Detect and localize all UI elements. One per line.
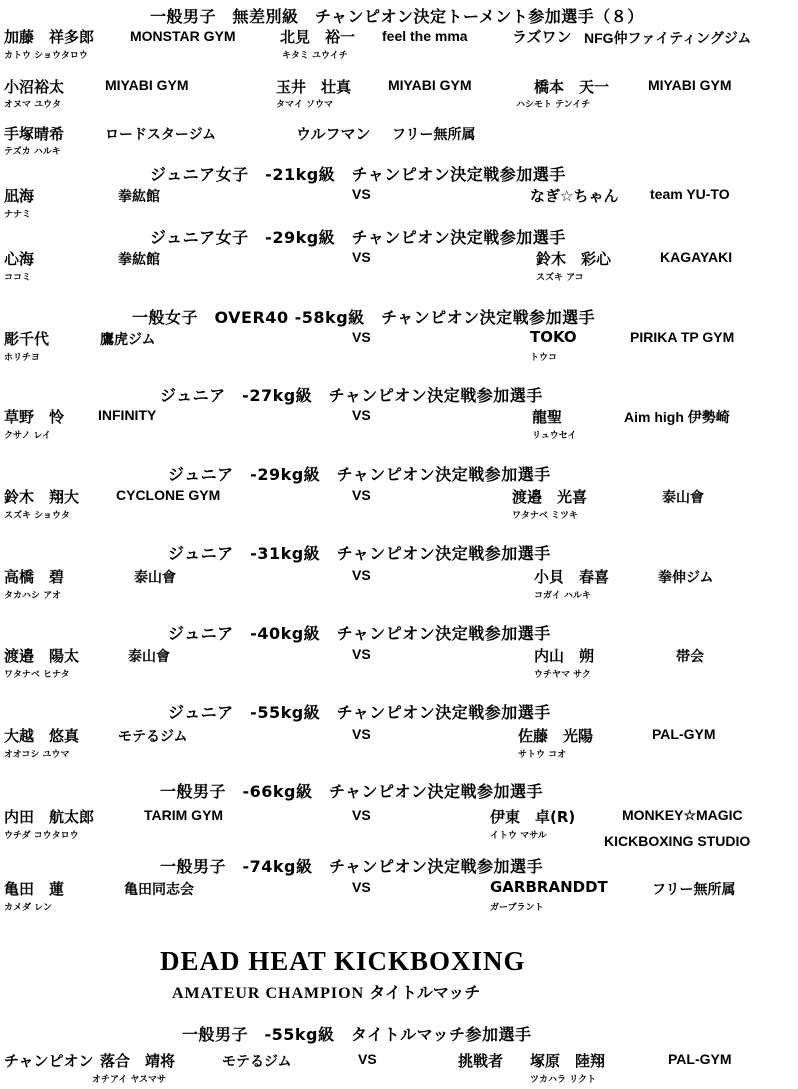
bout-header: 一般男子 -74kg級 チャンピオン決定戦参加選手	[160, 857, 544, 876]
right-fighter-gym: KAGAYAKI	[660, 249, 733, 265]
right-fighter-name: 鈴木 彩心	[536, 250, 612, 268]
right-fighter-name: TOKO	[530, 328, 577, 346]
fighter-name: 北見 裕一	[280, 28, 356, 46]
left-fighter-kana: タカハシ アオ	[4, 591, 62, 601]
bout-header: ジュニア -40kg級 チャンピオン決定戦参加選手	[168, 624, 551, 643]
challenger-kana: ツカハラ リクト	[530, 1075, 596, 1085]
left-fighter-name: 心海	[4, 250, 35, 268]
left-fighter-gym: 拳紘館	[118, 188, 160, 204]
right-fighter-kana: ガーブラント	[490, 903, 544, 913]
vs-label: VS	[352, 807, 371, 823]
right-fighter-kana: イトウ マサル	[490, 831, 547, 841]
fighter-kana: キタミ ユウイチ	[282, 51, 348, 61]
left-fighter-kana: ワタナベ ヒナタ	[4, 670, 70, 680]
fighter-name: 玉井 壮真	[276, 78, 352, 96]
right-fighter-gym: フリー無所属	[652, 881, 736, 897]
bout-header: ジュニア -27kg級 チャンピオン決定戦参加選手	[160, 386, 543, 405]
fighter-name: ラズワン	[512, 28, 572, 46]
bout-header: 一般男子 -66kg級 チャンピオン決定戦参加選手	[160, 782, 544, 801]
vs-label: VS	[352, 329, 371, 345]
champion-name: 落合 靖将	[100, 1052, 176, 1070]
vs-label: VS	[352, 186, 371, 202]
left-fighter-gym: INFINITY	[98, 407, 157, 423]
left-fighter-kana: ホリチヨ	[4, 353, 40, 363]
vs-label: VS	[352, 487, 371, 503]
right-fighter-kana: ウチヤマ サク	[534, 670, 591, 680]
vs-label: VS	[352, 879, 371, 895]
challenger-label: 挑戦者	[458, 1052, 504, 1070]
right-fighter-kana: ワタナベ ミツキ	[512, 511, 579, 521]
left-fighter-kana: ウチダ コウタロウ	[4, 831, 79, 841]
fighter-kana: カトウ ショウタロウ	[4, 51, 88, 61]
right-fighter-kana: コガイ ハルキ	[534, 591, 591, 601]
left-fighter-name: 大越 悠真	[4, 727, 80, 745]
champion-kana: オチアイ ヤスマサ	[92, 1075, 166, 1085]
fighter-gym: MIYABI GYM	[388, 77, 472, 93]
left-fighter-name: 凪海	[4, 187, 35, 205]
left-fighter-gym: 亀田同志会	[124, 881, 194, 897]
left-fighter-name: 草野 怜	[4, 408, 65, 426]
fighter-gym: NFG仲ファイティングジム	[584, 30, 752, 46]
vs-label: VS	[352, 249, 371, 265]
bout-header: ジュニア女子 -29kg級 チャンピオン決定戦参加選手	[150, 228, 566, 247]
left-fighter-kana: カメダ レン	[4, 903, 52, 913]
vs-label: VS	[352, 567, 371, 583]
fighter-name: ウルフマン	[296, 125, 371, 143]
left-fighter-kana: クサノ レイ	[4, 431, 52, 441]
title-match-header: 一般男子 -55kg級 タイトルマッチ参加選手	[182, 1025, 532, 1044]
right-fighter-kana: リュウセイ	[532, 431, 577, 441]
fighter-kana: タマイ ソウマ	[276, 100, 333, 110]
bout-header: ジュニア -55kg級 チャンピオン決定戦参加選手	[168, 703, 551, 722]
left-fighter-kana: ココミ	[4, 273, 32, 283]
bout-header: ジュニア女子 -21kg級 チャンピオン決定戦参加選手	[150, 165, 566, 184]
left-fighter-gym: CYCLONE GYM	[116, 487, 221, 503]
challenger-name: 塚原 陸翔	[530, 1052, 606, 1070]
right-fighter-gym: 泰山會	[662, 489, 704, 505]
vs-label: VS	[352, 646, 371, 662]
left-fighter-name: 彫千代	[4, 330, 50, 348]
bout-header: ジュニア -31kg級 チャンピオン決定戦参加選手	[168, 544, 551, 563]
right-fighter-name: なぎ☆ちゃん	[530, 187, 619, 205]
right-fighter-name: 内山 朔	[534, 647, 595, 665]
event-subtitle-en: AMATEUR CHAMPION	[172, 985, 365, 1002]
fighter-gym: MIYABI GYM	[648, 77, 732, 93]
left-fighter-name: 鈴木 翔大	[4, 488, 80, 506]
left-fighter-gym: TARIM GYM	[144, 807, 224, 823]
vs-label: VS	[358, 1051, 377, 1067]
fighter-kana: ハシモト テンイチ	[516, 100, 591, 110]
left-fighter-kana: スズキ ショウタ	[4, 511, 70, 521]
left-fighter-gym: 拳紘館	[118, 251, 160, 267]
champion-gym: モテるジム	[222, 1053, 292, 1069]
fighter-gym: MIYABI GYM	[105, 77, 189, 93]
right-fighter-kana: トウコ	[530, 353, 558, 363]
right-fighter-gym: PAL-GYM	[652, 726, 716, 742]
right-fighter-name: 小貝 春喜	[534, 568, 610, 586]
left-fighter-name: 渡邉 陽太	[4, 647, 80, 665]
fighter-gym: feel the mma	[382, 28, 468, 44]
event-subtitle-jp: タイトルマッチ	[369, 983, 481, 1002]
fighter-kana: テズカ ハルキ	[4, 147, 61, 157]
right-fighter-gym: team YU-TO	[650, 186, 730, 202]
left-fighter-gym: モテるジム	[118, 728, 188, 744]
left-fighter-gym: 泰山會	[134, 569, 176, 585]
left-fighter-kana: オオコシ ユウマ	[4, 750, 70, 760]
right-fighter-gym-line2: KICKBOXING STUDIO	[604, 833, 751, 849]
right-fighter-gym: 拳伸ジム	[658, 569, 714, 585]
right-fighter-gym: 帯会	[676, 648, 704, 664]
left-fighter-gym: 泰山會	[128, 648, 170, 664]
bout-header: 一般女子 OVER40 -58kg級 チャンピオン決定戦参加選手	[132, 308, 596, 327]
vs-label: VS	[352, 407, 371, 423]
fighter-kana: オヌマ ユウタ	[4, 100, 62, 110]
event-subtitle	[172, 980, 480, 1003]
fighter-gym: MONSTAR GYM	[130, 28, 236, 44]
fighter-gym: ロードスタージム	[105, 126, 217, 142]
right-fighter-name: 龍聖	[532, 408, 563, 426]
fighter-gym: フリー無所属	[392, 126, 476, 142]
left-fighter-name: 亀田 蓮	[4, 880, 65, 898]
right-fighter-gym: MONKEY☆MAGIC	[622, 807, 743, 823]
fighter-name: 加藤 祥多郎	[4, 28, 95, 46]
fighter-name: 小沼裕太	[4, 78, 65, 96]
right-fighter-name: 伊東 卓(R)	[490, 808, 576, 826]
fighter-name: 橋本 天一	[534, 78, 610, 96]
champion-label: チャンピオン	[4, 1052, 94, 1070]
fighter-name: 手塚晴希	[4, 125, 65, 143]
right-fighter-name: 渡邉 光喜	[512, 488, 588, 506]
right-fighter-gym: PIRIKA TP GYM	[630, 329, 735, 345]
right-fighter-kana: スズキ アコ	[536, 273, 584, 283]
right-fighter-gym: Aim high 伊勢崎	[624, 409, 730, 425]
right-fighter-name: 佐藤 光陽	[518, 727, 594, 745]
challenger-gym: PAL-GYM	[668, 1051, 732, 1067]
left-fighter-gym: 鷹虎ジム	[100, 331, 156, 347]
right-fighter-kana: サトウ コオ	[518, 750, 567, 760]
right-fighter-name: GARBRANDDT	[490, 878, 608, 896]
event-title: DEAD HEAT KICKBOXING	[160, 946, 526, 976]
tournament-header: 一般男子 無差別級 チャンピオン決定トーメント参加選手（８）	[150, 7, 644, 26]
left-fighter-name: 内田 航太郎	[4, 808, 95, 826]
left-fighter-name: 高橋 碧	[4, 568, 65, 586]
bout-header: ジュニア -29kg級 チャンピオン決定戦参加選手	[168, 465, 551, 484]
left-fighter-kana: ナナミ	[4, 210, 32, 220]
vs-label: VS	[352, 726, 371, 742]
